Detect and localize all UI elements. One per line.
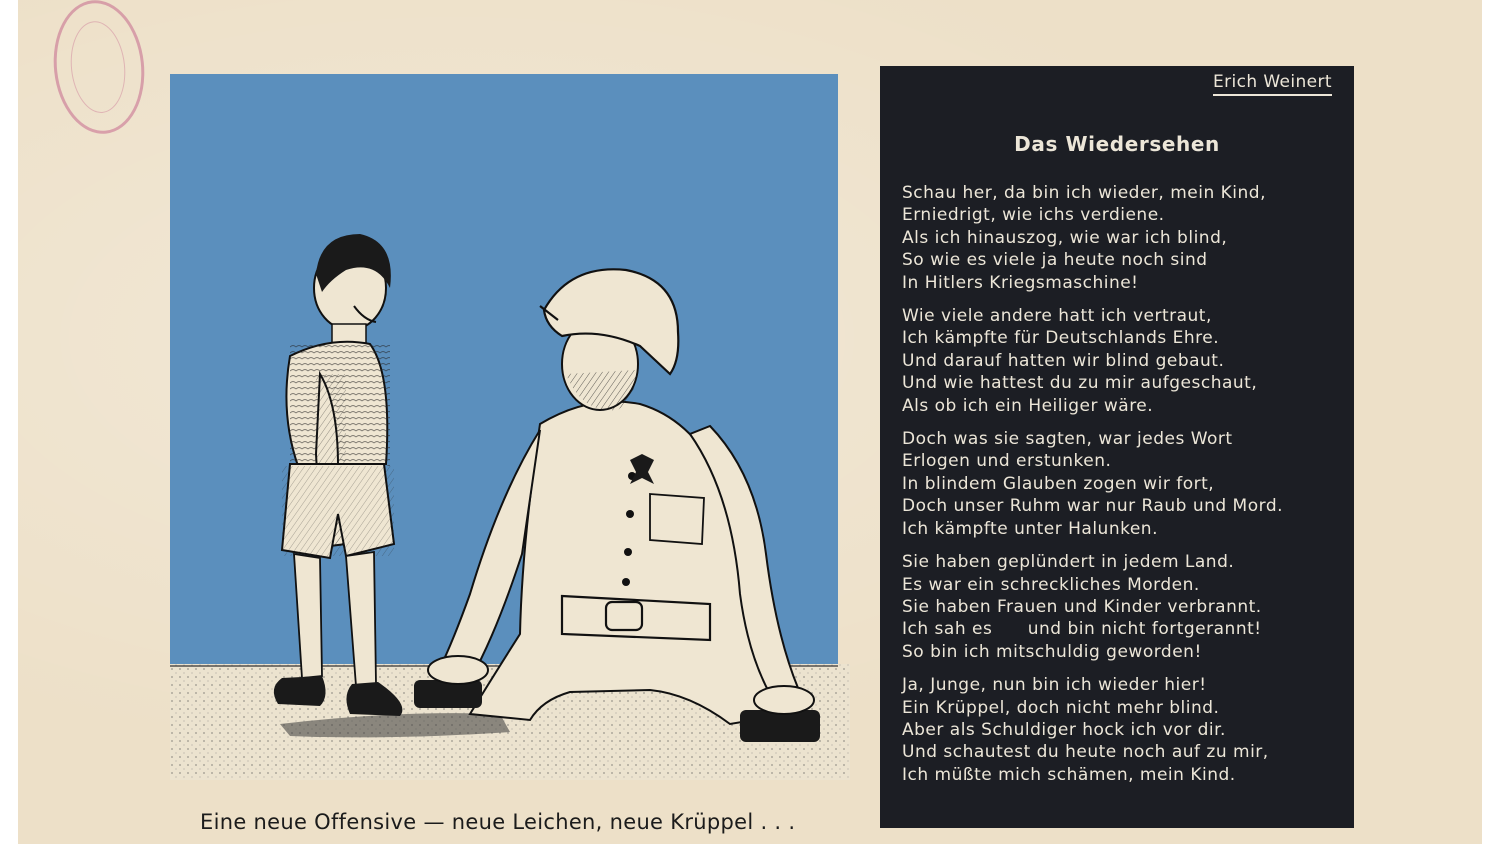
poem-line: Sie haben geplündert in jedem Land. xyxy=(902,552,1235,573)
poem-line: Wie viele andere hatt ich vertraut, xyxy=(902,306,1212,327)
poem-line: Doch was sie sagten, war jedes Wort xyxy=(902,429,1233,450)
poem-line: Schau her, da bin ich wieder, mein Kind, xyxy=(902,183,1266,203)
poem-stanza xyxy=(902,182,1342,294)
poem-stanza xyxy=(902,551,1342,663)
poem-line: Ich kämpfte für Deutschlands Ehre. xyxy=(902,328,1220,349)
poem-line: In Hitlers Kriegsmaschine! xyxy=(902,272,1139,293)
poem-author: Erich Weinert xyxy=(1213,72,1332,96)
poem-line: Als ich hinauszog, wie war ich blind, xyxy=(902,227,1228,248)
poem-line: Ein Krüppel, doch nicht mehr blind. xyxy=(902,697,1220,718)
poem-line: Doch unser Ruhm war nur Raub und Mord. xyxy=(902,496,1284,517)
poem-stanza xyxy=(902,674,1342,786)
poem-title: Das Wiedersehen xyxy=(1014,132,1220,156)
poem-body xyxy=(902,182,1342,797)
poem-line: So wie es viele ja heute noch sind xyxy=(902,250,1208,271)
archive-stamp xyxy=(47,0,151,138)
poem-line: Und schautest du heute noch auf zu mir, xyxy=(902,742,1269,763)
poem-line: Ich müßte mich schämen, mein Kind. xyxy=(902,764,1236,785)
poem-line: In blindem Glauben zogen wir fort, xyxy=(902,473,1215,494)
illustration-drawing xyxy=(170,74,850,780)
poem-line: Als ob ich ein Heiliger wäre. xyxy=(902,395,1154,416)
poem-line: Ja, Junge, nun bin ich wieder hier! xyxy=(902,675,1207,696)
poem-line: Erniedrigt, wie ichs verdiene. xyxy=(902,205,1165,226)
poem-line: Aber als Schuldiger hock ich vor dir. xyxy=(902,719,1226,740)
poem-line: So bin ich mitschuldig geworden! xyxy=(902,641,1202,662)
poem-stanza xyxy=(902,428,1342,540)
illustration xyxy=(170,74,850,780)
poem-line: Es war ein schreckliches Morden. xyxy=(902,574,1200,595)
poem-line: Und darauf hatten wir blind gebaut. xyxy=(902,350,1225,371)
poem-line: Ich kämpfte unter Halunken. xyxy=(902,518,1158,539)
poem-stanza xyxy=(902,305,1342,417)
leaflet-sheet xyxy=(18,0,1482,844)
poem-line: Sie haben Frauen und Kinder verbrannt. xyxy=(902,596,1262,617)
poem-panel xyxy=(880,66,1354,828)
poem-line: Erlogen und erstunken. xyxy=(902,451,1112,472)
illustration-caption: Eine neue Offensive — neue Leichen, neue Krüppel . . . xyxy=(200,810,796,834)
poem-line: Und wie hattest du zu mir aufgeschaut, xyxy=(902,373,1258,394)
poem-line: Ich sah es und bin nicht fortgerannt! xyxy=(902,619,1262,640)
